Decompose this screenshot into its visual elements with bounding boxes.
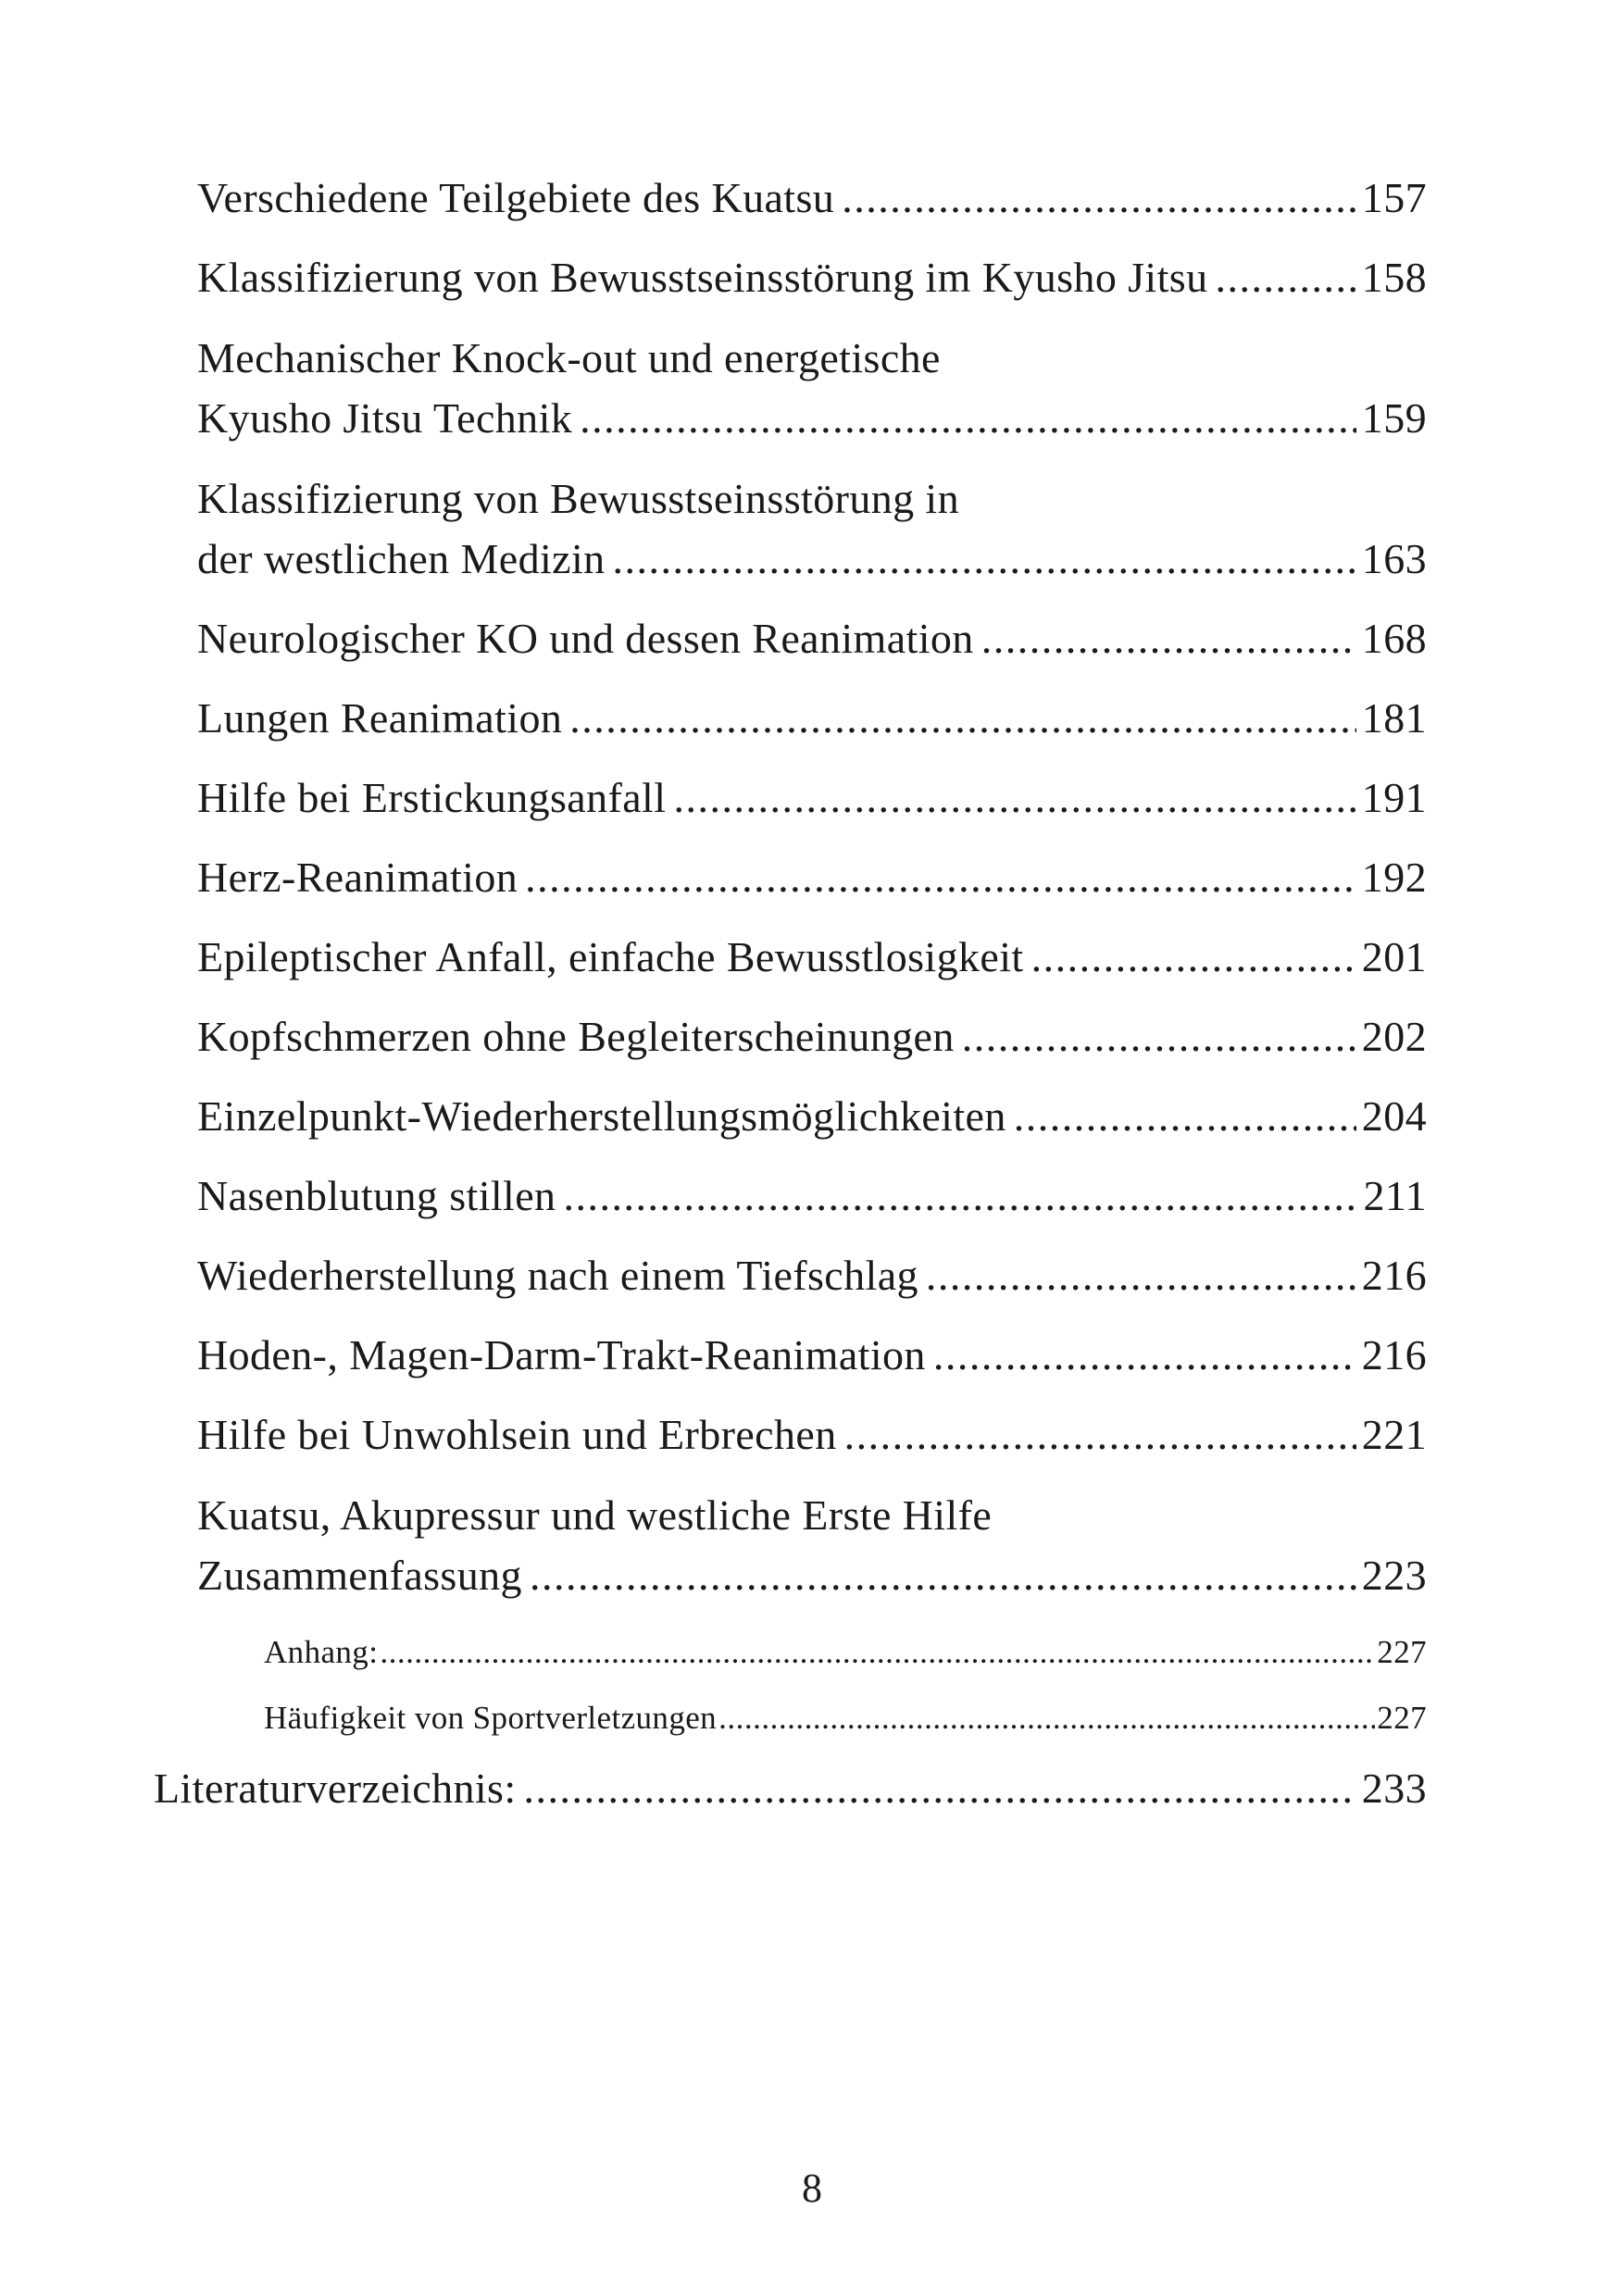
leader-dots xyxy=(1215,253,1355,302)
toc-sub-entry xyxy=(264,1634,1427,1671)
leader-dots xyxy=(673,773,1355,822)
toc-page-number: 223 xyxy=(1361,1552,1427,1599)
toc-entry-title: Kopfschmerzen ohne Begleiterscheinungen xyxy=(197,1013,955,1060)
toc-entry xyxy=(197,1551,1427,1600)
leader-dots xyxy=(524,1764,1356,1813)
leader-dots xyxy=(933,1330,1356,1379)
leader-dots xyxy=(580,393,1356,443)
leader-dots xyxy=(842,173,1356,222)
toc-entry-title: Neurologischer KO und dessen Reanimation xyxy=(197,615,974,662)
toc-page-number: 211 xyxy=(1363,1172,1427,1219)
leader-dots xyxy=(844,1410,1356,1459)
toc-entry-title: Zusammenfassung xyxy=(197,1552,522,1599)
leader-dots xyxy=(981,614,1356,663)
toc-entry-literature xyxy=(154,1764,1427,1813)
leader-dots xyxy=(525,853,1356,902)
toc-page-number: 233 xyxy=(1361,1765,1427,1812)
toc-entry-title: Lungen Reanimation xyxy=(197,694,563,742)
toc-entry-title: Einzelpunkt-Wiederherstellungsmöglichkeiten xyxy=(197,1092,1006,1140)
toc-entry-title: Wiederherstellung nach einem Tiefschlag xyxy=(197,1252,918,1299)
leader-dots xyxy=(1014,1091,1356,1141)
toc-entry xyxy=(197,693,1427,742)
leader-dots xyxy=(530,1551,1356,1600)
toc-page-number: 157 xyxy=(1361,174,1427,221)
toc-page-number: 181 xyxy=(1361,694,1427,742)
toc-entry-title: Literaturverzeichnis: xyxy=(154,1765,517,1812)
toc-entry-title: Hilfe bei Unwohlsein und Erbrechen xyxy=(197,1411,837,1458)
toc-entry-title: Hilfe bei Erstickungsanfall xyxy=(197,774,667,821)
toc-page-number: 221 xyxy=(1361,1411,1427,1458)
toc-entry xyxy=(197,1012,1427,1061)
toc-entry xyxy=(197,932,1427,981)
toc-page-number: 191 xyxy=(1361,774,1427,821)
toc-entry xyxy=(197,853,1427,902)
toc-page-number: 163 xyxy=(1361,535,1427,582)
leader-dots xyxy=(1031,932,1356,981)
toc-entry-title: Nasenblutung stillen xyxy=(197,1172,556,1219)
leader-dots xyxy=(926,1251,1356,1300)
toc-entry xyxy=(197,1330,1427,1379)
leader-dots xyxy=(569,693,1356,742)
leader-dots xyxy=(718,1700,1375,1737)
toc-entry-title: der westlichen Medizin xyxy=(197,535,606,582)
toc-entry xyxy=(197,173,1427,222)
toc-page-number: 201 xyxy=(1361,933,1427,980)
toc-entry xyxy=(197,1251,1427,1300)
toc-entry xyxy=(197,1410,1427,1459)
toc-entry xyxy=(197,253,1427,302)
toc-entry xyxy=(197,614,1427,663)
toc-entry-title: Herz-Reanimation xyxy=(197,854,518,901)
toc-page-number: 216 xyxy=(1361,1252,1427,1299)
toc-entry-title: Häufigkeit von Sportverletzungen xyxy=(264,1700,718,1736)
toc-page-number: 159 xyxy=(1361,394,1427,442)
leader-dots xyxy=(380,1634,1375,1671)
toc-entry xyxy=(197,1091,1427,1141)
toc-entry xyxy=(197,393,1427,443)
toc-entry-title: Anhang: xyxy=(264,1634,379,1670)
toc-entry-title-line1: Mechanischer Knock-out und energetische xyxy=(197,334,941,381)
leader-dots xyxy=(962,1012,1356,1061)
toc-page-number: 158 xyxy=(1361,254,1427,301)
toc-entry-title: Klassifizierung von Bewusstseinsstörung im Kyusho Jitsu xyxy=(197,254,1208,301)
leader-dots xyxy=(563,1171,1357,1220)
toc-page-number: 168 xyxy=(1361,615,1427,662)
toc-entry-title-line1: Kuatsu, Akupressur und westliche Erste Hilfe xyxy=(197,1491,993,1539)
toc-sub-entry xyxy=(264,1700,1427,1737)
page-number: 8 xyxy=(802,2165,822,2211)
toc-page-number: 227 xyxy=(1377,1700,1427,1736)
toc-entry-title-line1: Klassifizierung von Bewusstseinsstörung in xyxy=(197,475,960,522)
toc-entry-title: Hoden-, Magen-Darm-Trakt-Reanimation xyxy=(197,1331,926,1378)
toc-page-number: 227 xyxy=(1377,1634,1427,1670)
toc-page-number: 216 xyxy=(1361,1331,1427,1378)
toc-entry-title: Epileptischer Anfall, einfache Bewusstlosigkeit xyxy=(197,933,1024,980)
leader-dots xyxy=(613,534,1356,583)
toc-page-number: 202 xyxy=(1361,1013,1427,1060)
toc-page-number: 204 xyxy=(1361,1092,1427,1140)
toc-page-number: 192 xyxy=(1361,854,1427,901)
toc-entry-title: Verschiedene Teilgebiete des Kuatsu xyxy=(197,174,835,221)
toc-entry xyxy=(197,534,1427,583)
toc-entry-title: Kyusho Jitsu Technik xyxy=(197,394,573,442)
toc-entry xyxy=(197,773,1427,822)
toc-entry xyxy=(197,1171,1427,1220)
